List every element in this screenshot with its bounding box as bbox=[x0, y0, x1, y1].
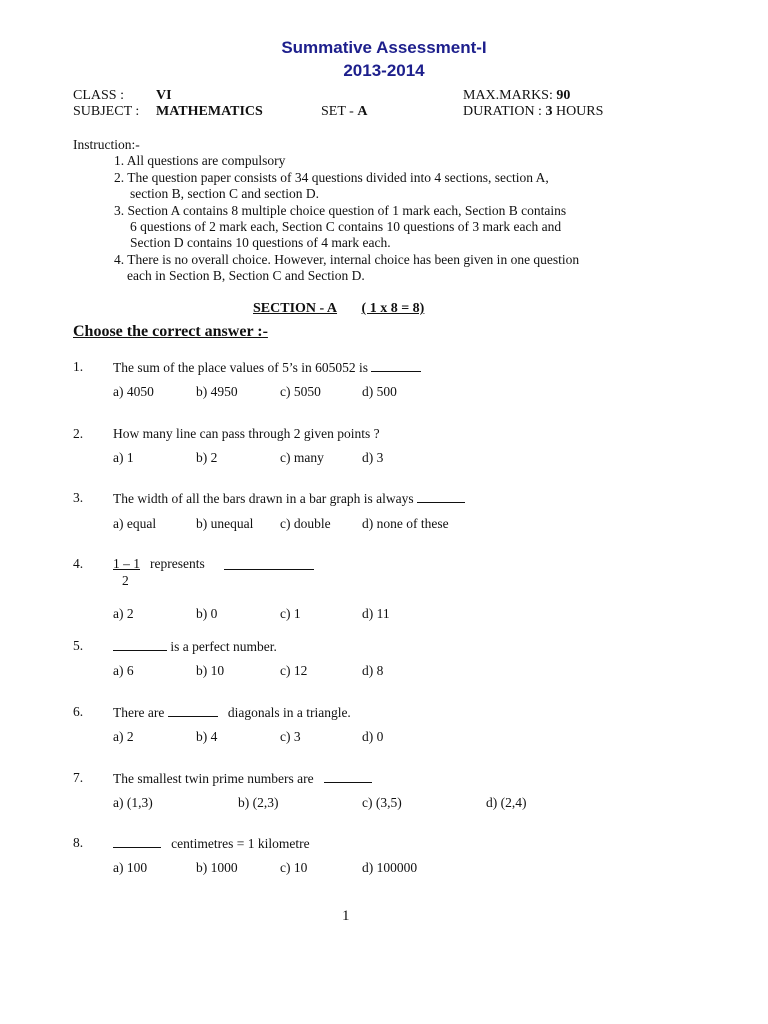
section-prompt: Choose the correct answer :- bbox=[73, 323, 268, 340]
option-a: a) 1 bbox=[113, 450, 134, 465]
question-number: 1. bbox=[73, 359, 84, 374]
option-c: c) 1 bbox=[280, 606, 301, 621]
option-a: a) 100 bbox=[113, 860, 148, 875]
option-b: b) 4 bbox=[196, 729, 218, 744]
question-text: There are diagonals in a triangle. bbox=[113, 705, 351, 720]
option-a: a) 2 bbox=[113, 606, 134, 621]
option-c: c) 5050 bbox=[280, 384, 321, 399]
option-c: c) 12 bbox=[280, 663, 308, 678]
instruction-item: 6 questions of 2 mark each, Section C contains 10 questions of 3 mark each and bbox=[130, 219, 562, 234]
answer-blank bbox=[324, 770, 372, 783]
answer-blank bbox=[113, 835, 161, 848]
instruction-item: 2. The question paper consists of 34 questions divided into 4 sections, section A, bbox=[114, 170, 549, 185]
option-d: d) 3 bbox=[362, 450, 384, 465]
fraction-expression: 1 – 1 bbox=[113, 556, 140, 571]
page-number: 1 bbox=[342, 908, 350, 924]
question-text: The sum of the place values of 5’s in 605052 is bbox=[113, 359, 421, 376]
question-text: centimetres = 1 kilometre bbox=[113, 835, 310, 852]
option-b: b) 1000 bbox=[196, 860, 238, 875]
subject-label: SUBJECT : bbox=[73, 104, 140, 119]
max-marks: MAX.MARKS: 90 bbox=[463, 88, 571, 103]
option-c: c) double bbox=[280, 516, 331, 531]
option-a: a) 4050 bbox=[113, 384, 154, 399]
answer-blank bbox=[224, 569, 314, 570]
option-b: b) 2 bbox=[196, 450, 218, 465]
question-number: 5. bbox=[73, 638, 84, 653]
option-d: d) 11 bbox=[362, 606, 390, 621]
option-c: c) 10 bbox=[280, 860, 308, 875]
section-title: SECTION - A ( 1 x 8 = 8) bbox=[253, 301, 425, 316]
option-b: b) 4950 bbox=[196, 384, 238, 399]
answer-blank bbox=[417, 490, 465, 503]
option-a: a) 2 bbox=[113, 729, 134, 744]
page-title: Summative Assessment-I bbox=[281, 38, 487, 57]
question-number: 6. bbox=[73, 704, 84, 719]
instruction-item: section B, section C and section D. bbox=[130, 186, 319, 201]
duration: DURATION : 3 HOURS bbox=[463, 104, 604, 119]
option-d: d) 8 bbox=[362, 663, 384, 678]
option-c: c) many bbox=[280, 450, 324, 465]
answer-blank bbox=[371, 359, 421, 372]
set-info: SET - A bbox=[321, 104, 368, 119]
academic-year: 2013-2014 bbox=[343, 61, 425, 80]
instruction-item: each in Section B, Section C and Section D. bbox=[127, 268, 365, 283]
question-text: is a perfect number. bbox=[113, 638, 277, 655]
instruction-item: 1. All questions are compulsory bbox=[114, 153, 286, 168]
instruction-item: Section D contains 10 questions of 4 mark each. bbox=[130, 235, 391, 250]
question-text: The width of all the bars drawn in a bar graph is always bbox=[113, 490, 465, 507]
option-d: d) none of these bbox=[362, 516, 449, 531]
answer-blank bbox=[113, 638, 167, 651]
question-number: 7. bbox=[73, 770, 84, 785]
instruction-item: 4. There is no overall choice. However, internal choice has been given in one question bbox=[114, 252, 580, 267]
option-d: d) 100000 bbox=[362, 860, 418, 875]
option-a: a) 6 bbox=[113, 663, 134, 678]
option-c: c) (3,5) bbox=[362, 795, 402, 810]
option-b: b) 10 bbox=[196, 663, 225, 678]
option-a: a) (1,3) bbox=[113, 795, 153, 810]
option-b: b) unequal bbox=[196, 516, 254, 531]
question-text: How many line can pass through 2 given points ? bbox=[113, 426, 380, 441]
class-value: VI bbox=[156, 88, 172, 103]
question-text: represents bbox=[150, 556, 205, 571]
answer-blank bbox=[168, 704, 218, 717]
option-b: b) (2,3) bbox=[238, 795, 279, 810]
class-label: CLASS : bbox=[73, 88, 124, 103]
fraction-denominator: 2 bbox=[122, 573, 129, 588]
option-d: d) 0 bbox=[362, 729, 384, 744]
option-c: c) 3 bbox=[280, 729, 301, 744]
option-d: d) 500 bbox=[362, 384, 397, 399]
question-text: The smallest twin prime numbers are bbox=[113, 770, 372, 787]
question-number: 4. bbox=[73, 556, 84, 571]
question-number: 2. bbox=[73, 426, 84, 441]
option-a: a) equal bbox=[113, 516, 157, 531]
option-d: d) (2,4) bbox=[486, 795, 527, 810]
subject-value: MATHEMATICS bbox=[156, 104, 263, 119]
option-b: b) 0 bbox=[196, 606, 218, 621]
instruction-item: 3. Section A contains 8 multiple choice question of 1 mark each, Section B contains bbox=[114, 203, 567, 218]
question-number: 3. bbox=[73, 490, 84, 505]
question-number: 8. bbox=[73, 835, 84, 850]
instructions-heading: Instruction:- bbox=[73, 137, 140, 152]
